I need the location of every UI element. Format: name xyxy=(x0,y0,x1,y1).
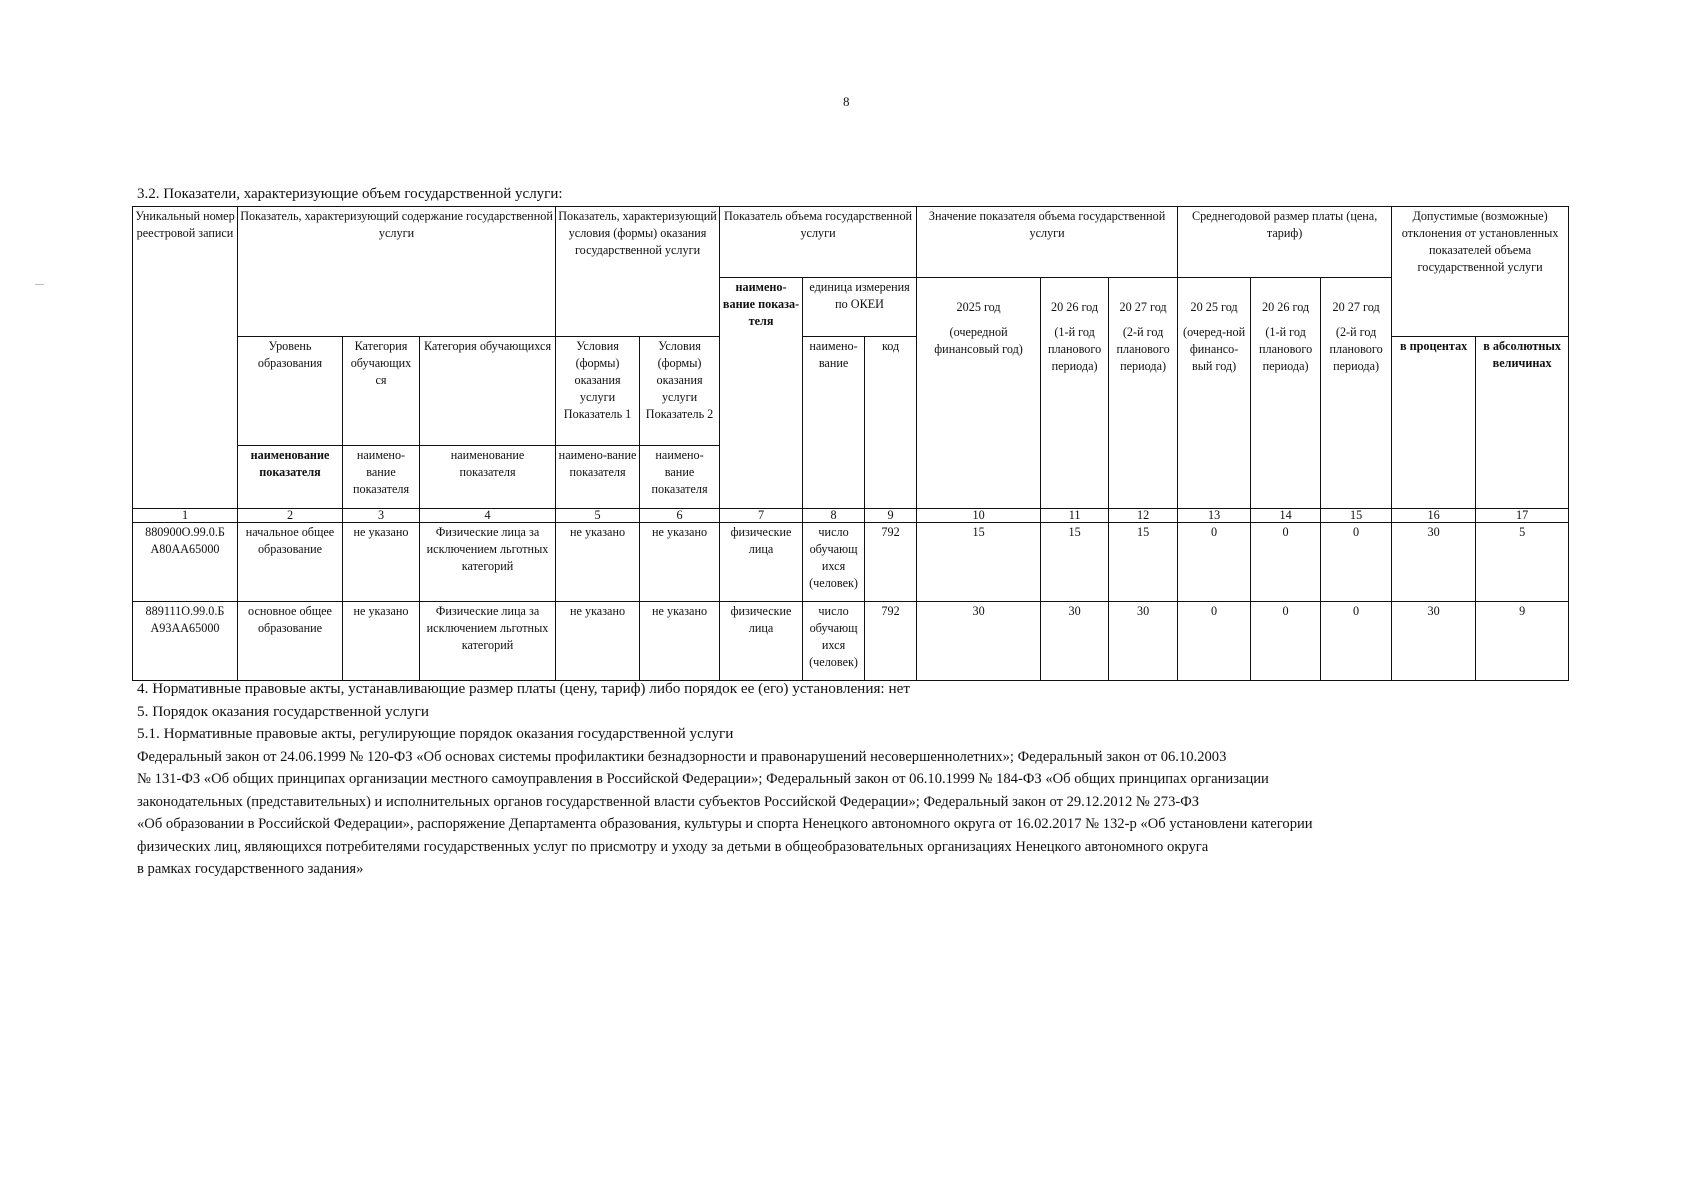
header-year-2027 xyxy=(1109,277,1178,508)
fee-2027-label: 20 27 год xyxy=(1332,299,1380,314)
cell-value-2027: 15 xyxy=(1109,522,1178,601)
law-text-line: № 131-ФЗ «Об общих принципах организации местного самоуправления в Российской Федерации»; Федеральный закон от 06.10.1999 № 184-ФЗ «Об общих принципах организации xyxy=(137,771,1269,787)
cell-unit-code: 792 xyxy=(865,522,917,601)
column-number: 3 xyxy=(343,508,420,522)
year-2027-label: 20 27 год xyxy=(1119,299,1167,314)
column-number: 12 xyxy=(1109,508,1178,522)
law-text-line: в рамках государственного задания» xyxy=(137,861,364,877)
header-deviations: Допустимые (возможные) отклонения от установленных показателей объема государственной услуги xyxy=(1392,207,1569,278)
law-text-line: «Об образовании в Российской Федерации», распоряжение Департамента образования, культуры и спорта Ненецкого автономного округа от 16.02.2017 № 132-р «Об установлени категории xyxy=(137,816,1313,832)
header-year-2026 xyxy=(1041,277,1109,508)
header-unit-code: код xyxy=(865,336,917,508)
cell-category: Физические лица за исключением льготных категорий xyxy=(420,601,556,680)
header-name-indicator-3: наименование показателя xyxy=(420,445,556,508)
cell-unit-name: число обучающ ихся (человек) xyxy=(803,601,865,680)
header-fee-2026 xyxy=(1251,277,1321,508)
header-category-short: Категория обучающих ся xyxy=(343,336,420,445)
cell-fee-2027: 0 xyxy=(1321,601,1392,680)
column-number: 16 xyxy=(1392,508,1476,522)
cell-indicator: физические лица xyxy=(720,522,803,601)
column-number: 13 xyxy=(1178,508,1251,522)
fee-2027-caption: (2-й год планового периода) xyxy=(1329,324,1383,373)
year-2026-label: 20 26 год xyxy=(1051,299,1099,314)
cell-percent: 30 xyxy=(1392,522,1476,601)
header-condition-1: Условия (формы) оказания услуги Показатель 1 xyxy=(556,336,640,445)
column-number-row xyxy=(133,508,1569,522)
table-row xyxy=(133,601,1569,680)
header-category: Категория обучающихся xyxy=(420,336,556,445)
cell-value-2026: 15 xyxy=(1041,522,1109,601)
note-item-5-1: 5.1. Нормативные правовые акты, регулирующие порядок оказания государственной услуги xyxy=(137,725,734,742)
year-2025-caption: (очередной финансовый год) xyxy=(934,324,1023,356)
header-unit: единица измерения по ОКЕИ xyxy=(803,277,917,336)
cell-unique-number: 880900О.99.0.Б А80АА65000 xyxy=(133,522,238,601)
cell-fee-2025: 0 xyxy=(1178,522,1251,601)
header-name-indicator-4: наимено-вание показателя xyxy=(556,445,640,508)
header-level-edu: Уровень образования xyxy=(238,336,343,445)
cell-value-2025: 30 xyxy=(917,601,1041,680)
law-text-line: Федеральный закон от 24.06.1999 № 120-ФЗ «Об основах системы профилактики безнадзорности и правонарушений несовершеннолетних»; Федеральный закон от 06.10.2003 xyxy=(137,748,1227,765)
cell-fee-2025: 0 xyxy=(1178,601,1251,680)
cell-level: начальное общее образование xyxy=(238,522,343,601)
cell-value-2027: 30 xyxy=(1109,601,1178,680)
law-text-line: физических лиц, являющихся потребителями государственных услуг по присмотру и уходу за детьми в общеобразовательных организациях Ненецкого автономного округа xyxy=(137,838,1209,855)
cell-condition-2: не указано xyxy=(640,522,720,601)
cell-category: Физические лица за исключением льготных категорий xyxy=(420,522,556,601)
header-indicator-name: наимено-вание показа-теля xyxy=(720,277,803,508)
column-number: 2 xyxy=(238,508,343,522)
year-2026-caption: (1-й год планового периода) xyxy=(1047,324,1102,373)
header-name-indicator-5: наимено-вание показателя xyxy=(640,445,720,508)
year-2025-label: 2025 год xyxy=(956,299,1001,314)
notes-section xyxy=(137,678,1577,881)
cell-fee-2026: 0 xyxy=(1251,522,1321,601)
header-in-absolute: в абсолютных величинах xyxy=(1476,336,1569,508)
fee-2026-caption: (1-й год планового периода) xyxy=(1259,324,1313,373)
cell-fee-2026: 0 xyxy=(1251,601,1321,680)
header-deviations-spacer xyxy=(1392,277,1569,336)
year-2027-caption: (2-й год планового периода) xyxy=(1116,324,1170,373)
note-item-5: 5. Порядок оказания государственной услуги xyxy=(137,702,429,720)
column-number: 14 xyxy=(1251,508,1321,522)
header-unique-number: Уникальный номер реестровой записи xyxy=(133,207,238,509)
column-number: 9 xyxy=(865,508,917,522)
volume-indicators-table xyxy=(132,206,1569,681)
cell-unique-number: 889111О.99.0.Б А93АА65000 xyxy=(133,601,238,680)
page-number: 8 xyxy=(843,94,850,109)
fee-2025-caption: (очеред-ной финансо-вый год) xyxy=(1183,324,1246,373)
cell-unit-code: 792 xyxy=(865,601,917,680)
header-name-indicator-1: наименование показателя xyxy=(238,445,343,508)
cell-unit-name: число обучающ ихся (человек) xyxy=(803,522,865,601)
header-year-2025 xyxy=(917,277,1041,508)
cell-condition-1: не указано xyxy=(556,601,640,680)
column-number: 10 xyxy=(917,508,1041,522)
column-number: 8 xyxy=(803,508,865,522)
header-condition-2: Условия (формы) оказания услуги Показатель 2 xyxy=(640,336,720,445)
header-in-percent: в процентах xyxy=(1392,336,1476,508)
header-fee-2027 xyxy=(1321,277,1392,508)
cell-indicator: физические лица xyxy=(720,601,803,680)
header-fee-2025 xyxy=(1178,277,1251,508)
section-title: 3.2. Показатели, характеризующие объем государственной услуги: xyxy=(137,186,563,202)
header-condition-indicator: Показатель, характеризующий условия (формы) оказания государственной услуги xyxy=(556,207,720,337)
fee-2025-label: 20 25 год xyxy=(1190,299,1238,314)
column-number: 5 xyxy=(556,508,640,522)
header-avg-fee: Среднегодовой размер платы (цена, тариф) xyxy=(1178,207,1392,278)
cell-category-short: не указано xyxy=(343,601,420,680)
cell-value-2025: 15 xyxy=(917,522,1041,601)
column-number: 15 xyxy=(1321,508,1392,522)
column-number: 11 xyxy=(1041,508,1109,522)
header-volume-indicator: Показатель объема государственной услуги xyxy=(720,207,917,278)
cell-absolute: 5 xyxy=(1476,522,1569,601)
header-unit-name: наимено-вание xyxy=(803,336,865,508)
column-number: 7 xyxy=(720,508,803,522)
column-number: 6 xyxy=(640,508,720,522)
column-number: 17 xyxy=(1476,508,1569,522)
cell-level: основное общее образование xyxy=(238,601,343,680)
fee-2026-label: 20 26 год xyxy=(1262,299,1310,314)
scan-mark xyxy=(35,284,44,285)
cell-condition-2: не указано xyxy=(640,601,720,680)
cell-condition-1: не указано xyxy=(556,522,640,601)
cell-absolute: 9 xyxy=(1476,601,1569,680)
cell-category-short: не указано xyxy=(343,522,420,601)
column-number: 4 xyxy=(420,508,556,522)
column-number: 1 xyxy=(133,508,238,522)
cell-percent: 30 xyxy=(1392,601,1476,680)
note-item-4: 4. Нормативные правовые акты, устанавливающие размер платы (цену, тариф) либо порядок ее (его) установления: нет xyxy=(137,680,910,697)
law-text-line: законодательных (представительных) и исполнительных органов государственной власти субъектов Российской Федерации»; Федеральный закон от 29.12.2012 № 273-ФЗ xyxy=(137,793,1200,810)
cell-value-2026: 30 xyxy=(1041,601,1109,680)
table-row xyxy=(133,522,1569,601)
cell-fee-2027: 0 xyxy=(1321,522,1392,601)
header-name-indicator-2: наимено-вание показателя xyxy=(343,445,420,508)
header-volume-value: Значение показателя объема государственной услуги xyxy=(917,207,1178,278)
header-content-indicator: Показатель, характеризующий содержание государственной услуги xyxy=(238,207,556,337)
